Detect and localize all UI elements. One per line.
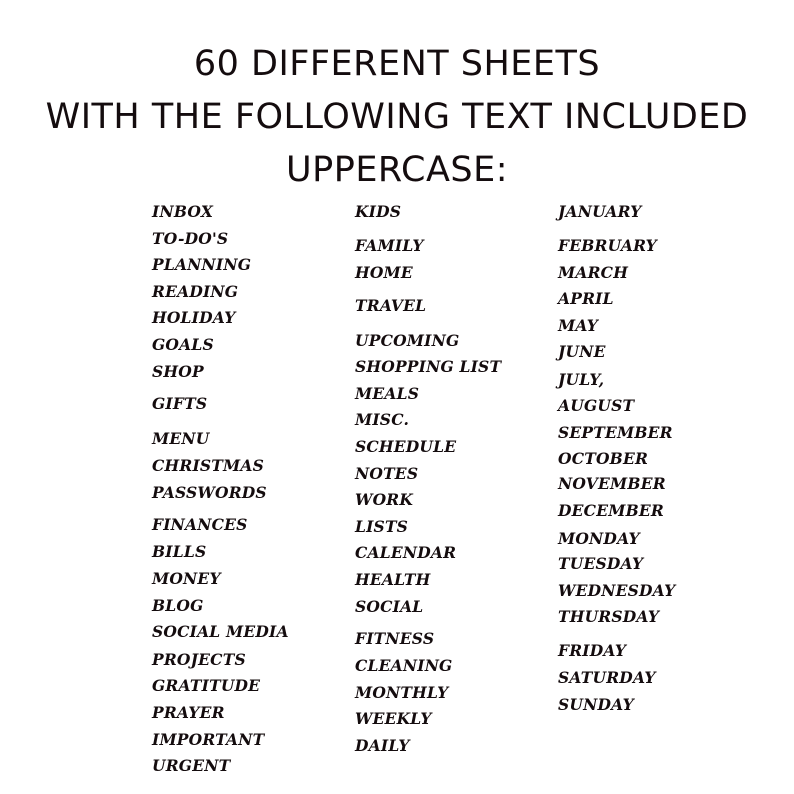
list-item: JULY,: [558, 370, 605, 389]
list-item: MONTHLY: [355, 683, 449, 702]
heading-line-3: UPPERCASE:: [285, 150, 509, 190]
list-item: TO-DO'S: [152, 229, 229, 248]
heading-line-2: WITH THE FOLLOWING TEXT INCLUDED: [45, 97, 749, 137]
list-item: FRIDAY: [558, 641, 627, 660]
list-item: JANUARY: [558, 202, 642, 221]
list-item: FINANCES: [152, 515, 248, 534]
list-item: KIDS: [355, 202, 402, 221]
list-item: OCTOBER: [558, 449, 649, 468]
list-item: WEDNESDAY: [558, 581, 676, 600]
list-item: WORK: [355, 490, 414, 509]
list-item: CLEANING: [355, 656, 453, 675]
list-item: FITNESS: [355, 629, 435, 648]
list-item: GOALS: [152, 335, 214, 354]
list-item: MONDAY: [558, 529, 640, 548]
list-item: SOCIAL MEDIA: [152, 622, 289, 641]
list-item: THURSDAY: [558, 607, 660, 626]
list-item: TUESDAY: [558, 554, 644, 573]
list-item: UPCOMING: [355, 331, 460, 350]
list-item: HOME: [355, 263, 413, 282]
list-item: APRIL: [558, 289, 614, 308]
list-item: SHOPPING LIST: [355, 357, 502, 376]
sheet-list-column-3: [558, 0, 794, 794]
list-item: SUNDAY: [558, 695, 634, 714]
heading-line-1: 60 DIFFERENT SHEETS: [193, 44, 601, 84]
list-item: MAY: [558, 316, 599, 335]
list-item: MENU: [152, 429, 210, 448]
list-item: FAMILY: [355, 236, 424, 255]
list-item: AUGUST: [558, 396, 635, 415]
list-item: PLANNING: [152, 255, 252, 274]
list-item: WEEKLY: [355, 709, 432, 728]
list-item: TRAVEL: [355, 296, 427, 315]
list-item: LISTS: [355, 517, 409, 536]
list-item: DECEMBER: [558, 501, 664, 520]
list-item: HEALTH: [355, 570, 431, 589]
list-item: GIFTS: [152, 394, 208, 413]
list-item: BLOG: [152, 596, 204, 615]
list-item: DAILY: [355, 736, 410, 755]
list-item: MEALS: [355, 384, 420, 403]
list-item: NOVEMBER: [558, 474, 666, 493]
list-item: IMPORTANT: [152, 730, 265, 749]
list-item: CALENDAR: [355, 543, 457, 562]
list-item: NOTES: [355, 464, 419, 483]
list-item: SOCIAL: [355, 597, 424, 616]
list-item: PRAYER: [152, 703, 225, 722]
list-item: MISC.: [355, 410, 410, 429]
list-item: READING: [152, 282, 239, 301]
list-item: BILLS: [152, 542, 207, 561]
list-item: GRATITUDE: [152, 676, 261, 695]
list-item: CHRISTMAS: [152, 456, 265, 475]
list-item: MONEY: [152, 569, 221, 588]
list-item: SEPTEMBER: [558, 423, 673, 442]
list-item: PASSWORDS: [152, 483, 267, 502]
list-item: MARCH: [558, 263, 629, 282]
list-item: URGENT: [152, 756, 231, 775]
list-item: PROJECTS: [152, 650, 246, 669]
list-item: JUNE: [558, 342, 606, 361]
list-item: INBOX: [152, 202, 214, 221]
list-item: FEBRUARY: [558, 236, 657, 255]
list-item: SATURDAY: [558, 668, 656, 687]
list-item: SCHEDULE: [355, 437, 457, 456]
list-item: HOLIDAY: [152, 308, 236, 327]
list-item: SHOP: [152, 362, 204, 381]
